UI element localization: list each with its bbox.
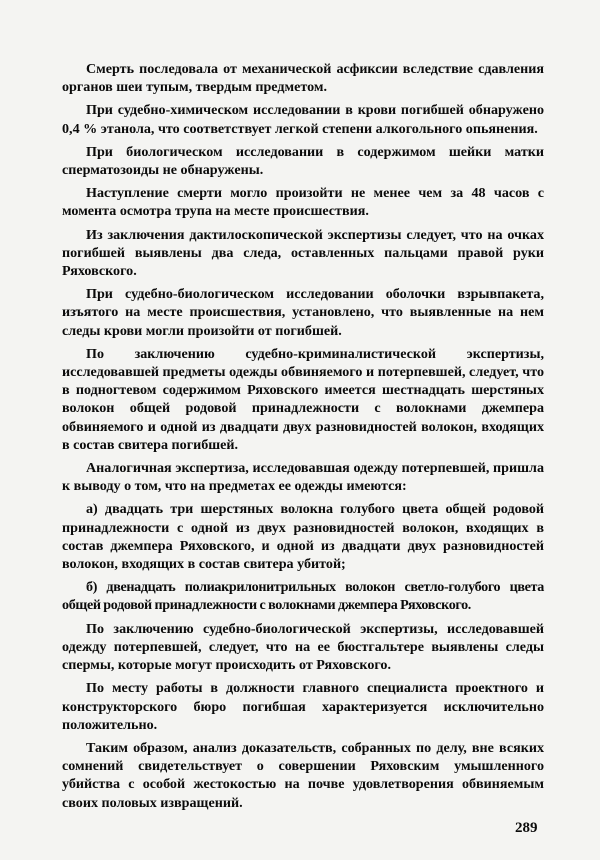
list-item-b: б) двенадцать полиакрилонитрильных волокон светло-голубого цвета общей родовой принадлежности с волокнами джемпера Ряховского. — [62, 579, 544, 614]
paragraph-sperm-traces: По заключению судебно-биологической экспертизы, исследовавшей одежду потерпевшей, следует, что на ее бюстгальтере выявлены следы спермы, которые могут происходить от Ряховского. — [62, 620, 544, 674]
paragraph-forensic-fibers: По заключению судебно-криминалистической экспертизы, исследовавшей предметы одежды обвиняемого и потерпевшей, следует, что в подногтевом содержимом Ряховского имеется шестнадцать шерстяных волокон общей родовой принадлежности с волокнами джемпера обвиняемого и одной из двадцати двух разновидностей волокон, входящих в состав свитера погибшей. — [62, 345, 544, 453]
paragraph-chemical-analysis: При судебно-химическом исследовании в крови погибшей обнаружено 0,4 % этанола, что соответствует легкой степени алкогольного опьянения. — [62, 102, 544, 137]
paragraph-blood-traces: При судебно-биологическом исследовании оболочки взрывпакета, изъятого на месте происшествия, установлено, что выявленные на нем следы крови могли произойти от погибшей. — [62, 286, 544, 339]
document-body — [62, 60, 544, 817]
paragraph-time-of-death: Наступление смерти могло произойти не менее чем за 48 часов с момента осмотра трупа на месте происшествия. — [62, 185, 544, 220]
paragraph-biological-analysis: При биологическом исследовании в содержимом шейки матки сперматозоиды не обнаружены. — [62, 143, 544, 179]
list-item-a: а) двадцать три шерстяных волокна голубого цвета общей родовой принадлежности с одной из двух разновидностей волокон, входящих в состав джемпера Ряховского, и одной из двадцати двух разновидностей волокон, входящих в состав свитера убитой; — [62, 501, 544, 573]
paragraph-similar-expertise: Аналогичная экспертиза, исследовавшая одежду потерпевшей, пришла к выводу о том, что на предметах ее одежды имеются: — [62, 460, 544, 495]
paragraph-conclusion: Таким образом, анализ доказательств, собранных по делу, вне всяких сомнений свидетельствует о совершении Ряховским умышленного убийства с особой жестокостью на почве удовлетворения обвиняемым своих половых извращений. — [62, 739, 544, 811]
paragraph-fingerprint-expertise: Из заключения дактилоскопической экспертизы следует, что на очках погибшей выявлены два следа, оставленных пальцами правой руки Ряховского. — [62, 226, 544, 280]
page-number: 289 — [515, 820, 538, 836]
paragraph-character-reference: По месту работы в должности главного специалиста проектного и конструкторского бюро погибшая характеризуется исключительно положительно. — [62, 680, 544, 733]
paragraph-cause-of-death: Смерть последовала от механической асфиксии вследствие сдавления органов шеи тупым, твердым предметом. — [62, 61, 544, 96]
